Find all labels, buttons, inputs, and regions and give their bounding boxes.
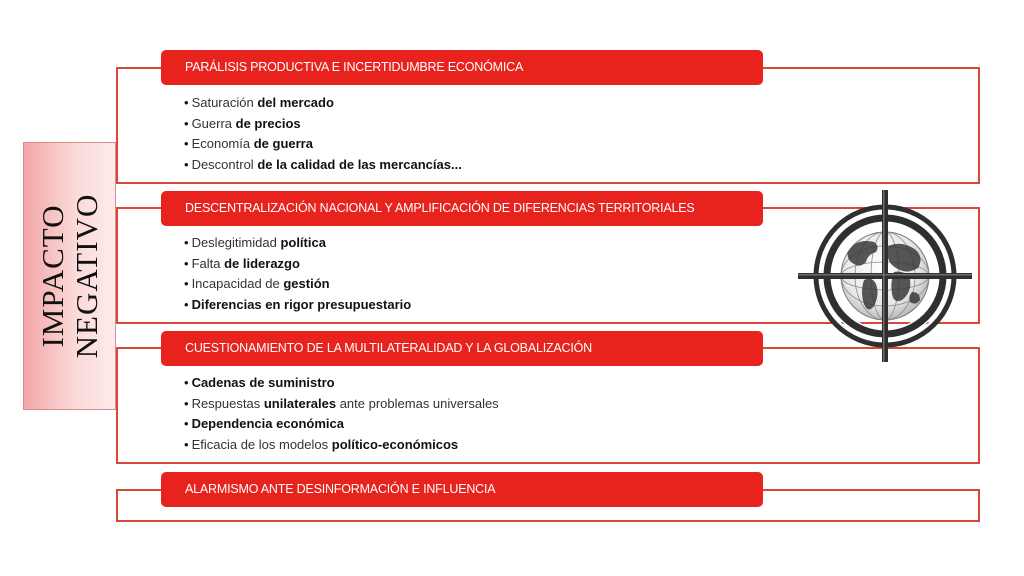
section-title-4: ALARMISMO ANTE DESINFORMACIÓN E INFLUENCIA bbox=[161, 472, 763, 507]
impact-label-text bbox=[36, 194, 104, 359]
list-item: • Incapacidad de gestión bbox=[184, 274, 411, 295]
section-title-2: DESCENTRALIZACIÓN NACIONAL Y AMPLIFICACIÓN DE DIFERENCIAS TERRITORIALES bbox=[161, 191, 763, 226]
list-item: • Respuestas unilaterales ante problemas universales bbox=[184, 394, 499, 415]
list-item: • Economía de guerra bbox=[184, 134, 462, 155]
list-item: • Diferencias en rigor presupuestario bbox=[184, 295, 411, 316]
list-item: • Saturación del mercado bbox=[184, 93, 462, 114]
impact-label-line1: IMPACTO bbox=[34, 204, 70, 348]
list-item: • Guerra de precios bbox=[184, 114, 462, 135]
section-list-2 bbox=[184, 233, 411, 315]
section-list-1 bbox=[184, 93, 462, 175]
section-title-3: CUESTIONAMIENTO DE LA MULTILATERALIDAD Y LA GLOBALIZACIÓN bbox=[161, 331, 763, 366]
list-item: • Descontrol de la calidad de las mercancías... bbox=[184, 155, 462, 176]
list-item: • Eficacia de los modelos político-económicos bbox=[184, 435, 499, 456]
list-item: • Deslegitimidad política bbox=[184, 233, 411, 254]
section-title-1: PARÁLISIS PRODUCTIVA E INCERTIDUMBRE ECONÓMICA bbox=[161, 50, 763, 85]
crosshair-globe-icon bbox=[796, 188, 974, 364]
list-item: • Dependencia económica bbox=[184, 414, 499, 435]
impact-label-panel bbox=[23, 142, 116, 410]
section-list-3 bbox=[184, 373, 499, 455]
impact-label-line2: NEGATIVO bbox=[68, 193, 104, 359]
list-item: • Cadenas de suministro bbox=[184, 373, 499, 394]
list-item: • Falta de liderazgo bbox=[184, 254, 411, 275]
